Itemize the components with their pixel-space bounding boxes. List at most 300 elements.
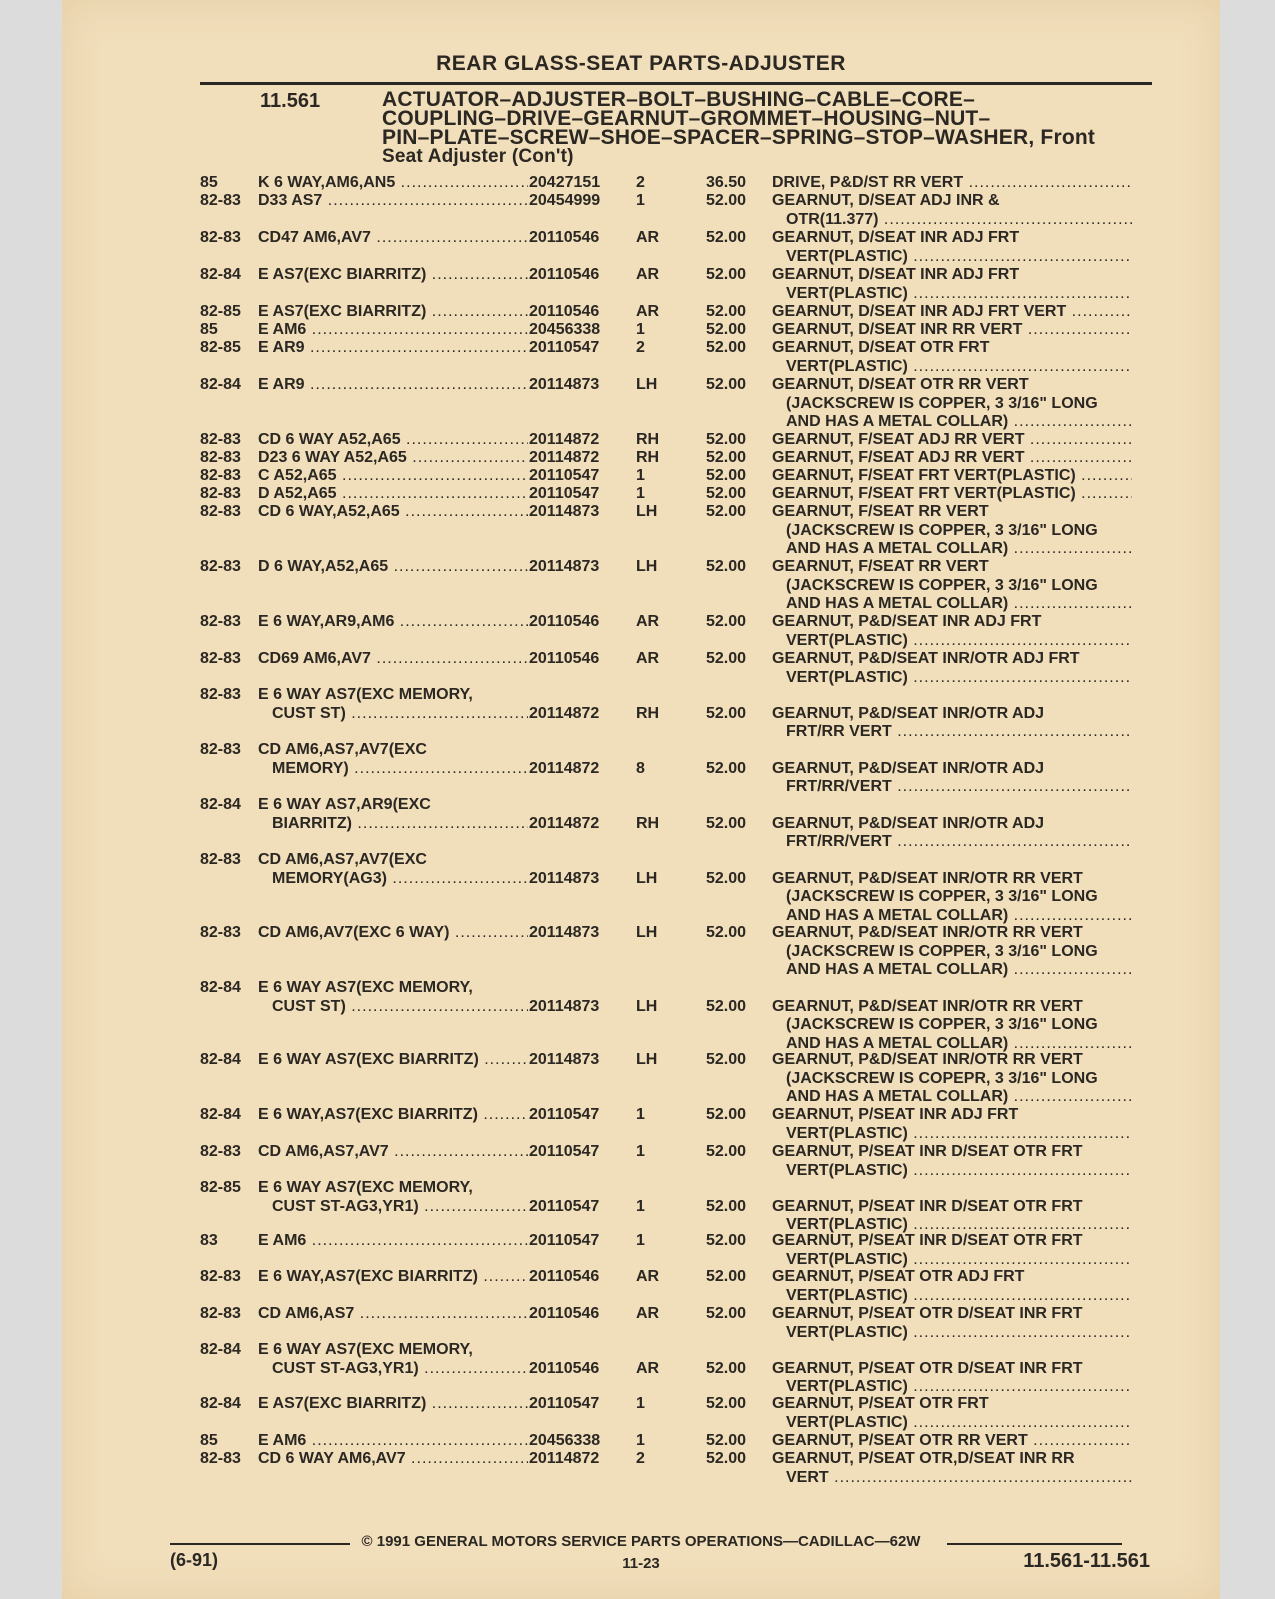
row-part-number: 20114873: [529, 503, 600, 520]
row-quantity: AR: [636, 303, 660, 320]
row-item-name: [772, 449, 1132, 468]
row-year: 82-83: [200, 613, 241, 630]
row-quantity: AR: [636, 229, 660, 246]
row-price: 52.00: [705, 229, 746, 246]
row-item-name: [772, 503, 1132, 559]
row-item-line: GEARNUT, P/SEAT OTR FRT: [772, 1395, 989, 1412]
row-year: 82-83: [200, 485, 241, 502]
row-item-line: VERT(PLASTIC) .....: [772, 1216, 1132, 1235]
row-part-number: 20114873: [529, 558, 600, 575]
row-part-number: 20114872: [529, 814, 600, 832]
row-part-number: 20110547: [529, 467, 600, 484]
row-price: 52.00: [705, 1268, 746, 1285]
row-description-line: E 6 WAY AS7(EXC MEMORY,: [258, 686, 473, 703]
row-year: 82-84: [200, 796, 241, 813]
row-part-number: 20110546: [529, 266, 600, 283]
row-description-line: MEMORY) .....: [258, 760, 528, 779]
row-description-line: CD AM6,AS7,AV7 .....: [258, 1143, 528, 1162]
row-part-number: 20454999: [529, 192, 601, 209]
row-year: 82-83: [200, 741, 241, 758]
row-item-line: GEARNUT, P&D/SEAT INR/OTR ADJ: [772, 814, 1045, 832]
row-quantity: RH: [636, 449, 660, 466]
row-quantity: AR: [636, 1305, 660, 1322]
row-quantity: 1: [636, 1143, 645, 1160]
row-item-line: FRT/RR VERT .....: [772, 723, 1132, 742]
row-item-name: [772, 485, 1132, 504]
row-description: [258, 485, 528, 504]
row-item-line: GEARNUT, D/SEAT INR ADJ FRT VERT .....: [772, 303, 1132, 322]
row-price: 52.00: [705, 1106, 746, 1123]
row-part-number: 20114872: [529, 1450, 600, 1467]
row-item-line: GEARNUT, P&D/SEAT INR/OTR RR VERT: [772, 924, 1083, 941]
row-part-number: 20427151: [529, 174, 601, 191]
row-item-line: GEARNUT, F/SEAT RR VERT: [772, 503, 989, 520]
row-description: [258, 1268, 528, 1287]
row-description: [258, 979, 528, 1016]
row-item-line: VERT(PLASTIC) .....: [772, 1251, 1132, 1270]
row-item-line: GEARNUT, D/SEAT OTR RR VERT: [772, 376, 1029, 393]
row-description: [258, 1450, 528, 1469]
row-year: 82-84: [200, 266, 241, 283]
row-price: 52.00: [705, 1143, 746, 1160]
row-quantity: 1: [636, 1432, 645, 1449]
row-item-line: VERT(PLASTIC) .....: [772, 358, 1132, 377]
row-description-line: E AM6 .....: [258, 1432, 528, 1451]
row-item-name: [772, 815, 1132, 852]
page-header-title: REAR GLASS-SEAT PARTS-ADJUSTER: [436, 52, 846, 75]
row-year: 82-85: [200, 1179, 241, 1196]
row-description: [258, 266, 528, 285]
section-title-line: PIN–PLATE–SCREW–SHOE–SPACER–SPRING–STOP–WASHER, Front: [382, 126, 1096, 149]
row-year: 82-84: [200, 376, 241, 393]
row-description-line: E 6 WAY AS7(EXC MEMORY,: [258, 1179, 473, 1196]
row-year: 82-84: [200, 979, 241, 996]
row-quantity: RH: [636, 704, 660, 722]
row-description-line: CUST ST-AG3,YR1) .....: [258, 1360, 528, 1379]
row-part-number: 20114873: [529, 924, 600, 941]
row-quantity: AR: [636, 266, 660, 283]
row-part-number: 20114872: [529, 431, 600, 448]
row-price: 52.00: [705, 303, 746, 320]
section-title-line: Seat Adjuster (Con't): [382, 146, 574, 167]
row-year: 82-85: [200, 339, 241, 356]
row-description-line: CD AM6,AV7(EXC 6 WAY) .....: [258, 924, 528, 943]
row-item-line: AND HAS A METAL COLLAR) .....: [772, 907, 1132, 926]
row-price: 52.00: [705, 1197, 746, 1215]
row-item-line: GEARNUT, D/SEAT ADJ INR &: [772, 192, 1000, 209]
row-item-name: [772, 266, 1132, 303]
row-description: [258, 613, 528, 632]
row-price: 52.00: [705, 1051, 746, 1068]
row-price: 52.00: [705, 814, 746, 832]
row-item-name: [772, 376, 1132, 432]
row-price: 52.00: [705, 704, 746, 722]
row-description-line: CUST ST) .....: [258, 705, 528, 724]
row-price: 52.00: [705, 1450, 746, 1467]
row-item-name: [772, 1305, 1132, 1342]
row-item-line: GEARNUT, P&D/SEAT INR/OTR ADJ: [772, 704, 1045, 722]
row-item-name: [772, 1395, 1132, 1432]
row-description: [258, 1341, 528, 1378]
row-quantity: LH: [636, 924, 658, 941]
row-part-number: 20114873: [529, 997, 600, 1015]
row-item-name: [772, 303, 1132, 322]
row-item-line: GEARNUT, D/SEAT INR ADJ FRT: [772, 229, 1020, 246]
row-quantity: 1: [636, 467, 645, 484]
row-part-number: 20114872: [529, 704, 600, 722]
row-description: [258, 467, 528, 486]
row-price: 52.00: [705, 558, 746, 575]
row-item-line: FRT/RR/VERT .....: [772, 833, 1132, 852]
row-quantity: LH: [636, 503, 658, 520]
row-year: 82-83: [200, 1450, 241, 1467]
row-price: 52.00: [705, 339, 746, 356]
row-item-name: [772, 924, 1132, 980]
row-price: 52.00: [705, 924, 746, 941]
row-item-line: VERT(PLASTIC) .....: [772, 1378, 1132, 1397]
row-price: 52.00: [705, 192, 746, 209]
row-year: 85: [200, 174, 218, 191]
row-description: [258, 321, 528, 340]
row-price: 52.00: [705, 321, 746, 338]
row-description: [258, 174, 528, 193]
row-price: 52.00: [705, 650, 746, 667]
row-quantity: AR: [636, 650, 660, 667]
row-item-line: VERT(PLASTIC) .....: [772, 669, 1132, 688]
row-description-line: CD47 AM6,AV7 .....: [258, 229, 528, 248]
row-year: 82-84: [200, 1395, 241, 1412]
row-quantity: 1: [636, 1197, 645, 1215]
row-quantity: LH: [636, 376, 658, 393]
row-item-line: GEARNUT, P/SEAT INR D/SEAT OTR FRT: [772, 1197, 1083, 1215]
row-price: 52.00: [705, 613, 746, 630]
row-item-line: VERT(PLASTIC) .....: [772, 285, 1132, 304]
row-item-line: AND HAS A METAL COLLAR) .....: [772, 1088, 1132, 1107]
row-year: 82-84: [200, 1106, 241, 1123]
footer-page-number: 11-23: [622, 1555, 660, 1572]
row-item-line: GEARNUT, D/SEAT INR ADJ FRT: [772, 266, 1020, 283]
row-item-line: AND HAS A METAL COLLAR) .....: [772, 1035, 1132, 1054]
row-item-line: GEARNUT, P/SEAT OTR RR VERT .....: [772, 1432, 1132, 1451]
row-item-line: GEARNUT, F/SEAT ADJ RR VERT .....: [772, 431, 1132, 450]
row-quantity: 1: [636, 1106, 645, 1123]
row-part-number: 20110546: [529, 1305, 600, 1322]
row-item-line: (JACKSCREW IS COPEPR, 3 3/16" LONG: [786, 1069, 1098, 1087]
row-year: 82-83: [200, 851, 241, 868]
row-description-line: E AM6 .....: [258, 1232, 528, 1251]
row-item-line: GEARNUT, F/SEAT ADJ RR VERT .....: [772, 449, 1132, 468]
row-item-name: [772, 321, 1132, 340]
row-description-line: E AS7(EXC BIARRITZ) .....: [258, 266, 528, 285]
footer-copyright: © 1991 GENERAL MOTORS SERVICE PARTS OPERATIONS—CADILLAC—62W: [361, 1533, 921, 1550]
row-description-line: D23 6 WAY A52,A65 .....: [258, 449, 528, 468]
section-title-line: COUPLING–DRIVE–GEARNUT–GROMMET–HOUSING–NUT–: [382, 107, 991, 130]
row-year: 82-83: [200, 558, 241, 575]
row-description: [258, 431, 528, 450]
row-part-number: 20110547: [529, 1106, 600, 1123]
row-part-number: 20110546: [529, 229, 600, 246]
row-part-number: 20110547: [529, 1197, 600, 1215]
row-price: 52.00: [705, 1305, 746, 1322]
row-item-line: FRT/RR/VERT .....: [772, 778, 1132, 797]
row-description: [258, 376, 528, 395]
row-year: 82-83: [200, 1143, 241, 1160]
row-price: 52.00: [705, 1359, 746, 1377]
row-item-name: [772, 1051, 1132, 1107]
row-part-number: 20110547: [529, 1143, 600, 1160]
row-part-number: 20114872: [529, 449, 600, 466]
row-description-line: CUST ST) .....: [258, 998, 528, 1017]
row-year: 82-83: [200, 467, 241, 484]
row-description: [258, 686, 528, 723]
row-year: 82-83: [200, 192, 241, 209]
row-description-line: CD AM6,AS7,AV7(EXC: [258, 741, 427, 758]
row-description-line: E AS7(EXC BIARRITZ) .....: [258, 1395, 528, 1414]
parts-list: [62, 0, 1220, 1599]
row-item-name: [772, 467, 1132, 486]
row-item-line: AND HAS A METAL COLLAR) .....: [772, 961, 1132, 980]
row-quantity: 1: [636, 1395, 645, 1412]
row-price: 52.00: [705, 503, 746, 520]
row-year: 85: [200, 1432, 218, 1449]
row-price: 52.00: [705, 1432, 746, 1449]
row-description: [258, 192, 528, 211]
row-quantity: LH: [636, 558, 658, 575]
row-part-number: 20114872: [529, 759, 600, 777]
row-description-line: C A52,A65 .....: [258, 467, 528, 486]
row-description-line: D A52,A65 .....: [258, 485, 528, 504]
row-item-line: GEARNUT, P/SEAT OTR D/SEAT INR FRT: [772, 1305, 1083, 1322]
row-item-line: OTR(11.377) .....: [772, 211, 1132, 230]
row-quantity: AR: [636, 613, 660, 630]
row-part-number: 20110547: [529, 1395, 600, 1412]
row-description: [258, 650, 528, 669]
row-item-line: (JACKSCREW IS COPPER, 3 3/16" LONG: [786, 1016, 1098, 1033]
row-item-name: [772, 1432, 1132, 1451]
row-description-line: MEMORY(AG3) .....: [258, 870, 528, 889]
row-item-name: [772, 431, 1132, 450]
row-description-line: E AR9 .....: [258, 376, 528, 395]
row-item-name: [772, 613, 1132, 650]
row-item-line: VERT .....: [772, 1469, 1132, 1488]
row-part-number: 20110547: [529, 339, 600, 356]
row-price: 52.00: [705, 266, 746, 283]
row-year: 82-83: [200, 431, 241, 448]
row-item-line: GEARNUT, P&D/SEAT INR ADJ FRT: [772, 613, 1042, 630]
row-description-line: E AR9 .....: [258, 339, 528, 358]
row-quantity: 1: [636, 1232, 645, 1249]
row-description-line: CD 6 WAY A52,A65 .....: [258, 431, 528, 450]
row-year: 82-83: [200, 1305, 241, 1322]
row-part-number: 20110546: [529, 1359, 600, 1377]
row-item-line: GEARNUT, D/SEAT OTR FRT: [772, 339, 990, 356]
row-item-name: [772, 870, 1132, 926]
row-quantity: RH: [636, 814, 660, 832]
row-quantity: 1: [636, 192, 645, 209]
row-quantity: 1: [636, 321, 645, 338]
row-item-line: GEARNUT, P&D/SEAT INR/OTR ADJ FRT: [772, 650, 1080, 667]
row-item-line: VERT(PLASTIC) .....: [772, 1287, 1132, 1306]
row-description: [258, 1395, 528, 1414]
row-part-number: 20110546: [529, 303, 600, 320]
footer-section-range: 11.561-11.561: [1023, 1550, 1150, 1572]
row-item-line: VERT(PLASTIC) .....: [772, 632, 1132, 651]
row-item-line: (JACKSCREW IS COPPER, 3 3/16" LONG: [786, 521, 1098, 539]
row-item-line: GEARNUT, P/SEAT INR D/SEAT OTR FRT: [772, 1232, 1083, 1249]
row-quantity: 2: [636, 339, 645, 356]
row-quantity: 1: [636, 485, 645, 502]
row-description-line: E 6 WAY AS7(EXC BIARRITZ) .....: [258, 1051, 528, 1070]
row-price: 52.00: [705, 431, 746, 448]
row-price: 52.00: [705, 1232, 746, 1249]
row-item-name: [772, 650, 1132, 687]
row-description-line: K 6 WAY,AM6,AN5 .....: [258, 174, 528, 193]
row-quantity: AR: [636, 1359, 660, 1377]
row-item-name: [772, 1450, 1132, 1487]
row-description: [258, 796, 528, 833]
section-title-line: ACTUATOR–ADJUSTER–BOLT–BUSHING–CABLE–CORE–: [382, 88, 975, 111]
row-price: 52.00: [705, 467, 746, 484]
row-item-line: VERT(PLASTIC) .....: [772, 1162, 1132, 1181]
row-description: [258, 1232, 528, 1251]
row-description: [258, 449, 528, 468]
row-description: [258, 558, 528, 577]
row-item-name: [772, 1198, 1132, 1235]
row-price: 52.00: [705, 485, 746, 502]
row-part-number: 20110546: [529, 613, 600, 630]
row-item-name: [772, 705, 1132, 742]
row-quantity: LH: [636, 997, 658, 1015]
row-year: 82-83: [200, 650, 241, 667]
row-item-line: VERT(PLASTIC) .....: [772, 1414, 1132, 1433]
row-part-number: 20114873: [529, 376, 600, 393]
row-description-line: D33 AS7 .....: [258, 192, 528, 211]
row-part-number: 20110547: [529, 485, 600, 502]
row-description-line: E 6 WAY AS7,AR9(EXC: [258, 796, 431, 813]
row-description: [258, 741, 528, 778]
row-year: 83: [200, 1232, 218, 1249]
row-description: [258, 1179, 528, 1216]
row-item-line: GEARNUT, D/SEAT INR RR VERT .....: [772, 321, 1132, 340]
row-quantity: 8: [636, 759, 645, 777]
row-description-line: E 6 WAY,AS7(EXC BIARRITZ) .....: [258, 1268, 528, 1287]
row-description-line: D 6 WAY,A52,A65 .....: [258, 558, 528, 577]
row-price: 52.00: [705, 1395, 746, 1412]
row-item-line: VERT(PLASTIC) .....: [772, 1324, 1132, 1343]
row-item-name: [772, 229, 1132, 266]
row-item-line: GEARNUT, F/SEAT RR VERT: [772, 558, 989, 575]
row-item-name: [772, 1106, 1132, 1143]
row-description-line: CD AM6,AS7,AV7(EXC: [258, 851, 427, 868]
row-item-name: [772, 1143, 1132, 1180]
section-number: 11.561: [260, 90, 321, 112]
row-part-number: 20110546: [529, 1268, 600, 1285]
row-price: 52.00: [705, 869, 746, 887]
footer-date-code: (6-91): [170, 1550, 219, 1570]
row-quantity: LH: [636, 1051, 658, 1068]
row-description-line: E 6 WAY AS7(EXC MEMORY,: [258, 1341, 473, 1358]
row-year: 82-83: [200, 449, 241, 466]
row-year: 82-83: [200, 1268, 241, 1285]
row-part-number: 20110547: [529, 1232, 600, 1249]
row-price: 52.00: [705, 376, 746, 393]
row-price: 52.00: [705, 449, 746, 466]
row-year: 82-83: [200, 924, 241, 941]
row-description: [258, 503, 528, 522]
row-year: 85: [200, 321, 218, 338]
row-item-line: (JACKSCREW IS COPPER, 3 3/16" LONG: [786, 888, 1098, 905]
row-item-line: VERT(PLASTIC) .....: [772, 248, 1132, 267]
row-item-name: [772, 558, 1132, 614]
row-item-line: (JACKSCREW IS COPPER, 3 3/16" LONG: [786, 942, 1098, 960]
row-description: [258, 924, 528, 943]
row-item-line: GEARNUT, P/SEAT INR ADJ FRT: [772, 1106, 1019, 1123]
row-item-name: [772, 760, 1132, 797]
row-description-line: CD 6 WAY AM6,AV7 .....: [258, 1450, 528, 1469]
row-part-number: 20456338: [529, 321, 601, 338]
row-description-line: E AS7(EXC BIARRITZ) .....: [258, 303, 528, 322]
row-description: [258, 229, 528, 248]
row-item-line: GEARNUT, F/SEAT FRT VERT(PLASTIC) .....: [772, 485, 1132, 504]
row-description-line: E AM6 .....: [258, 321, 528, 340]
row-item-line: VERT(PLASTIC) .....: [772, 1125, 1132, 1144]
row-description: [258, 303, 528, 322]
row-description: [258, 1143, 528, 1162]
row-item-line: AND HAS A METAL COLLAR) .....: [772, 413, 1132, 432]
row-item-name: [772, 174, 1132, 193]
row-description-line: BIARRITZ) .....: [258, 815, 528, 834]
row-price: 52.00: [705, 759, 746, 777]
row-description-line: CD69 AM6,AV7 .....: [258, 650, 528, 669]
row-description: [258, 1106, 528, 1125]
row-year: 82-84: [200, 1051, 241, 1068]
row-item-line: GEARNUT, P/SEAT OTR ADJ FRT: [772, 1268, 1025, 1285]
row-part-number: 20110546: [529, 650, 600, 667]
row-price: 36.50: [705, 174, 746, 191]
row-description: [258, 1432, 528, 1451]
row-quantity: 2: [636, 174, 645, 191]
row-item-line: GEARNUT, P&D/SEAT INR/OTR RR VERT: [772, 997, 1083, 1015]
row-year: 82-83: [200, 686, 241, 703]
row-quantity: 2: [636, 1450, 645, 1467]
row-description-line: CUST ST-AG3,YR1) .....: [258, 1198, 528, 1217]
row-item-name: [772, 192, 1132, 229]
row-item-line: GEARNUT, P/SEAT OTR,D/SEAT INR RR: [772, 1450, 1075, 1467]
row-description: [258, 339, 528, 358]
row-item-line: GEARNUT, P&D/SEAT INR/OTR RR VERT: [772, 1051, 1083, 1068]
row-description-line: CD AM6,AS7 .....: [258, 1305, 528, 1324]
row-item-name: [772, 1232, 1132, 1269]
row-item-name: [772, 339, 1132, 376]
row-description-line: CD 6 WAY,A52,A65 .....: [258, 503, 528, 522]
row-part-number: 20114873: [529, 1051, 600, 1068]
row-item-line: AND HAS A METAL COLLAR) .....: [772, 595, 1132, 614]
row-item-name: [772, 998, 1132, 1054]
row-quantity: AR: [636, 1268, 660, 1285]
row-description: [258, 1051, 528, 1070]
row-price: 52.00: [705, 997, 746, 1015]
row-item-name: [772, 1360, 1132, 1397]
row-description: [258, 1305, 528, 1324]
row-description: [258, 851, 528, 888]
row-description-line: E 6 WAY AS7(EXC MEMORY,: [258, 979, 473, 996]
row-quantity: LH: [636, 869, 658, 887]
row-year: 82-83: [200, 229, 241, 246]
row-item-line: (JACKSCREW IS COPPER, 3 3/16" LONG: [786, 576, 1098, 594]
row-year: 82-85: [200, 303, 241, 320]
row-year: 82-83: [200, 503, 241, 520]
row-item-line: GEARNUT, P&D/SEAT INR/OTR RR VERT: [772, 869, 1083, 887]
